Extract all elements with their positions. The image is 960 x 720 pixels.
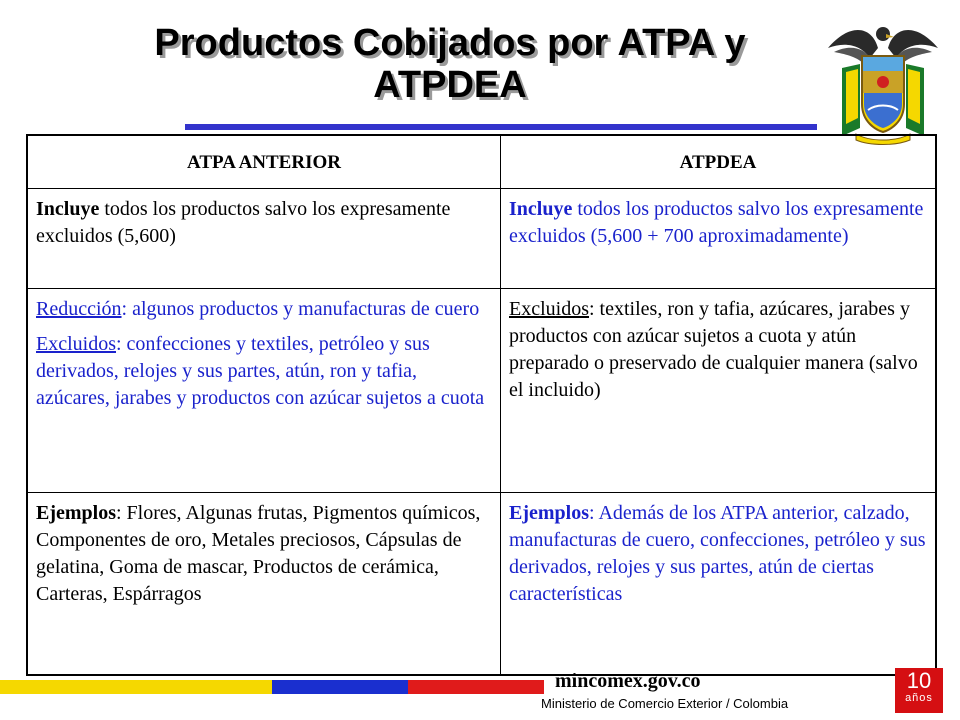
badge-word: años — [905, 692, 933, 704]
header-atpdea: ATPDEA — [501, 135, 937, 189]
table-row — [27, 289, 936, 493]
cell-atpa-ejemplos — [27, 493, 501, 676]
cell-atpa-incluye — [27, 189, 501, 289]
text-ejemplos-atpdea: : Además de los ATPA anterior, calzado, manufacturas de cuero, confecciones, petróleo y sus derivados, relojes y sus partes, atún de ciertas características — [509, 502, 926, 605]
flag-stripe-blue — [272, 680, 408, 694]
label-incluye: Incluye — [36, 198, 100, 220]
label-reduccion: Reducción — [36, 298, 122, 320]
text-reduccion: : algunos productos y manufacturas de cuero — [121, 298, 480, 320]
label-ejemplos: Ejemplos — [36, 502, 116, 524]
label-excluidos: Excluidos — [36, 333, 116, 355]
title-underline — [185, 124, 817, 130]
badge-number: 10 — [906, 668, 932, 693]
text-ejemplos-atpa: : Flores, Algunas frutas, Pigmentos químicos, Componentes de oro, Metales preciosos, Cápsulas de gelatina, Goma de mascar, Productos de cerámica, Carteras, Espárragos — [36, 502, 481, 605]
table-row — [27, 493, 936, 676]
comparison-table — [26, 134, 937, 676]
label-incluye: Incluye — [509, 198, 573, 220]
label-excluidos: Excluidos — [509, 298, 589, 320]
table-header-row — [27, 135, 936, 189]
cell-atpdea-excluidos — [501, 289, 937, 493]
label-ejemplos: Ejemplos — [509, 502, 589, 524]
text-incluye-atpa: todos los productos salvo los expresamente excluidos (5,600) — [36, 198, 451, 247]
text-excluidos-atpa: : confecciones y textiles, petróleo y sus derivados, relojes y sus partes, atún, ron y tafia, azúcares, jarabes y productos con azúcar sujetos a cuota — [36, 333, 485, 409]
para-reduccion — [36, 296, 492, 323]
cell-atpa-reduccion-excluidos — [27, 289, 501, 493]
para-excluidos-atpa — [36, 331, 492, 412]
cell-atpdea-ejemplos — [501, 493, 937, 676]
cell-atpdea-incluye — [501, 189, 937, 289]
title-line-1: Productos Cobijados por ATPA y — [154, 22, 746, 64]
anniversary-badge — [895, 668, 943, 713]
coat-of-arms-icon — [820, 18, 946, 146]
flag-stripe-yellow — [0, 680, 272, 694]
table-row — [27, 189, 936, 289]
slide-title — [60, 22, 840, 106]
site-name: mincomex.gov.co — [555, 670, 701, 692]
flag-stripe-red — [408, 680, 544, 694]
header-atpa-anterior: ATPA ANTERIOR — [27, 135, 501, 189]
title-line-2: ATPDEA — [373, 64, 527, 106]
text-incluye-atpdea: todos los productos salvo los expresamente excluidos (5,600 + 700 aproximadamente) — [509, 198, 924, 247]
ministry-name: Ministerio de Comercio Exterior / Colombia — [541, 696, 789, 711]
text-excluidos-atpdea: : textiles, ron y tafia, azúcares, jarabes y productos con azúcar sujetos a cuota y atún preparado o preservado de cualquier manera (salvo el incluido) — [509, 298, 918, 401]
